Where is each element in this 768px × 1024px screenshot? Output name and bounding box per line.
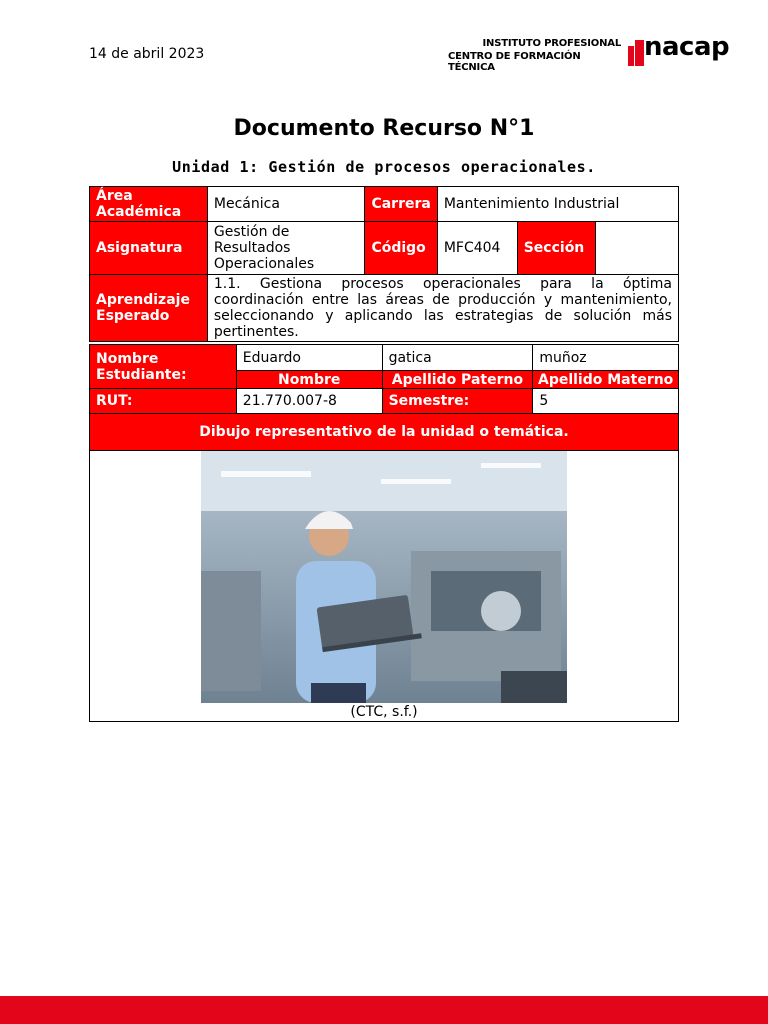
- apellido-paterno-sublabel: Apellido Paterno: [382, 371, 533, 389]
- drawing-cell: [90, 451, 679, 722]
- nombre-estudiante-label: Nombre Estudiante:: [90, 345, 237, 389]
- seccion-value: [595, 222, 678, 275]
- semestre-value: 5: [533, 389, 679, 414]
- student-first-name: Eduardo: [236, 345, 382, 371]
- unit-subtitle: Unidad 1: Gestión de procesos operacionales.: [172, 158, 596, 176]
- student-paternal-surname: gatica: [382, 345, 533, 371]
- student-maternal-surname: muñoz: [533, 345, 679, 371]
- codigo-value: MFC404: [437, 222, 517, 275]
- engineer-laptop-photo: [201, 451, 567, 703]
- aprendizaje-label: Aprendizaje Esperado: [90, 275, 208, 342]
- codigo-label: Código: [365, 222, 437, 275]
- rut-label: RUT:: [90, 389, 237, 414]
- area-value: Mecánica: [207, 187, 365, 222]
- asignatura-label: Asignatura: [90, 222, 208, 275]
- student-info-table: [89, 344, 679, 722]
- document-date: 14 de abril 2023: [89, 46, 205, 62]
- drawing-header: Dibujo representativo de la unidad o temática.: [90, 414, 679, 451]
- seccion-label: Sección: [517, 222, 595, 275]
- asignatura-value: Gestión de Resultados Operacionales: [207, 222, 365, 275]
- photo-caption: (CTC, s.f.): [350, 704, 418, 720]
- inacap-logo: [448, 32, 730, 73]
- carrera-label: Carrera: [365, 187, 437, 222]
- aprendizaje-value: 1.1. Gestiona procesos operacionales para la óptima coordinación entre las áreas de producción y mantenimiento, seleccionando y aplicando las estrategias de solución más pertinentes.: [207, 275, 678, 342]
- course-info-table: [89, 186, 679, 342]
- nombre-sublabel: Nombre: [236, 371, 382, 389]
- document-title: Documento Recurso N°1: [233, 116, 535, 141]
- inacap-mark-icon: [628, 40, 644, 66]
- logo-line-instituto: INSTITUTO PROFESIONAL: [482, 38, 621, 49]
- apellido-materno-sublabel: Apellido Materno: [533, 371, 679, 389]
- logo-line-centro: CENTRO DE FORMACIÓN TÉCNICA: [448, 51, 581, 73]
- carrera-value: Mantenimiento Industrial: [437, 187, 678, 222]
- rut-value: 21.770.007-8: [236, 389, 382, 414]
- footer-brand-bar: [0, 996, 768, 1024]
- area-label: Área Académica: [90, 187, 208, 222]
- semestre-label: Semestre:: [382, 389, 533, 414]
- logo-brand-text: nacap: [644, 32, 730, 62]
